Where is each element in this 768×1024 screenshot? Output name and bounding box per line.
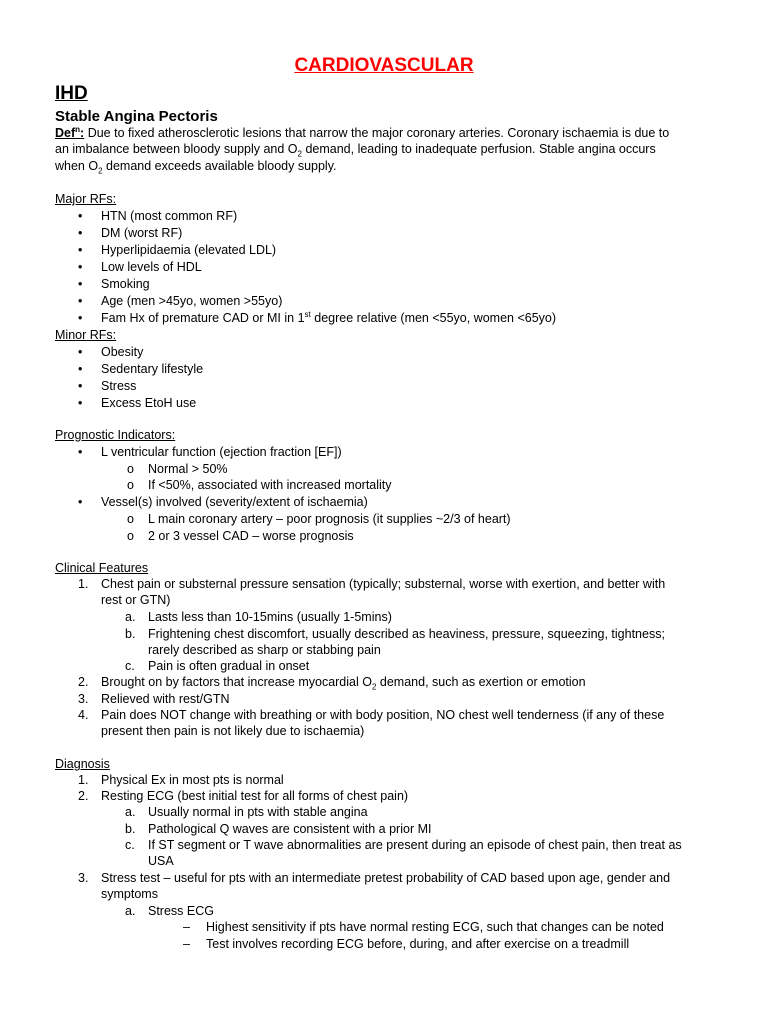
bullet-marker: • xyxy=(78,260,83,274)
number-marker: 1. xyxy=(78,577,89,591)
definition-line: an imbalance between bloody supply and $O_2$ demand, leading to inadequate perfusion. Stable angina occurs xyxy=(55,142,656,159)
major-rfs-heading: Major RFs: xyxy=(55,192,117,206)
letter-marker: b. xyxy=(125,627,136,641)
letter-marker: c. xyxy=(125,659,135,673)
number-marker: 2. xyxy=(78,789,89,803)
definition-line: Def$^n$: Due to fixed atherosclerotic lesions that narrow the major coronary arteries. Coronary ischaemia is due to xyxy=(55,124,670,140)
list-item: Excess EtoH use xyxy=(101,396,197,410)
circle-marker: o xyxy=(127,478,134,492)
number-marker: 3. xyxy=(78,871,89,885)
sub-sub-list-item: Highest sensitivity if pts have normal resting ECG, such that changes can be noted xyxy=(206,920,664,934)
sub-list-item: Lasts less than 10-15mins (usually 1-5mins) xyxy=(148,610,392,624)
bullet-marker: • xyxy=(78,209,83,223)
list-item: HTN (most common RF) xyxy=(101,209,238,223)
list-item: Obesity xyxy=(101,345,144,359)
list-item: Stress xyxy=(101,379,137,393)
bullet-marker: • xyxy=(78,362,83,376)
definition-line: when $O_2$ demand exceeds available bloody supply. xyxy=(55,159,337,176)
bullet-marker: • xyxy=(78,345,83,359)
prognostic-heading: Prognostic Indicators: xyxy=(55,428,176,442)
dash-marker: – xyxy=(183,920,190,934)
bullet-marker: • xyxy=(78,379,83,393)
diagnosis-heading: Diagnosis xyxy=(55,757,110,771)
document-title: CARDIOVASCULAR xyxy=(294,55,474,76)
list-item: Vessel(s) involved (severity/extent of ischaemia) xyxy=(101,495,368,509)
sub-sub-list-item: Test involves recording ECG before, during, and after exercise on a treadmill xyxy=(206,937,630,951)
section-title: IHD xyxy=(55,83,88,104)
bullet-marker: • xyxy=(78,243,83,257)
list-item: Resting ECG (best initial test for all forms of chest pain) xyxy=(101,789,409,803)
letter-marker: a. xyxy=(125,904,136,918)
bullet-marker: • xyxy=(78,311,83,325)
sub-list-item: L main coronary artery – poor prognosis (it supplies ~2/3 of heart) xyxy=(148,512,511,526)
sub-list-item: If <50%, associated with increased mortality xyxy=(148,478,392,492)
list-item: Fam Hx of premature CAD or MI in 1st degree relative (men <55yo, women <65yo) xyxy=(101,309,557,325)
bullet-marker: • xyxy=(78,445,83,459)
letter-marker: b. xyxy=(125,822,136,836)
sub-list-item: 2 or 3 vessel CAD – worse prognosis xyxy=(148,529,354,543)
list-item: DM (worst RF) xyxy=(101,226,183,240)
letter-marker: c. xyxy=(125,838,135,852)
sub-list-item: If ST segment or T wave abnormalities are present during an episode of chest pain, then treat as xyxy=(148,838,682,852)
list-item-continued: symptoms xyxy=(101,887,158,901)
sub-list-item: Stress ECG xyxy=(148,904,214,918)
sub-list-item-continued: rarely described as sharp or stabbing pain xyxy=(148,643,381,657)
bullet-marker: • xyxy=(78,226,83,240)
sub-list-item: Usually normal in pts with stable angina xyxy=(148,805,368,819)
list-item: Sedentary lifestyle xyxy=(101,362,204,376)
list-item: Relieved with rest/GTN xyxy=(101,692,230,706)
clinical-heading: Clinical Features xyxy=(55,561,149,575)
number-marker: 4. xyxy=(78,708,89,722)
bullet-marker: • xyxy=(78,396,83,410)
list-item-continued: present then pain is not likely due to ischaemia) xyxy=(101,724,365,738)
definition-label: Def$^n$: xyxy=(55,124,85,140)
sub-list-item-continued: USA xyxy=(148,854,174,868)
list-item: L ventricular function (ejection fraction [EF]) xyxy=(101,445,342,459)
bullet-marker: • xyxy=(78,277,83,291)
bullet-marker: • xyxy=(78,495,83,509)
list-item: Age (men >45yo, women >55yo) xyxy=(101,294,283,308)
list-item: Chest pain or substernal pressure sensation (typically; substernal, worse with exertion, and better with xyxy=(101,577,666,591)
letter-marker: a. xyxy=(125,805,136,819)
list-item: Smoking xyxy=(101,277,150,291)
subsection-title: Stable Angina Pectoris xyxy=(55,108,218,125)
sub-list-item: Pain is often gradual in onset xyxy=(148,659,310,673)
sub-list-item: Frightening chest discomfort, usually described as heaviness, pressure, squeezing, tightness; xyxy=(148,627,665,641)
circle-marker: o xyxy=(127,462,134,476)
dash-marker: – xyxy=(183,937,190,951)
bullet-marker: • xyxy=(78,294,83,308)
letter-marker: a. xyxy=(125,610,136,624)
number-marker: 1. xyxy=(78,773,89,787)
list-item: Hyperlipidaemia (elevated LDL) xyxy=(101,243,277,257)
list-item: Brought on by factors that increase myocardial $O_2$ demand, such as exertion or emotion xyxy=(101,675,586,692)
list-item-continued: rest or GTN) xyxy=(101,593,171,607)
list-item: Pain does NOT change with breathing or with body position, NO chest well tenderness (if any of these xyxy=(101,708,665,722)
sub-list-item: Pathological Q waves are consistent with a prior MI xyxy=(148,822,432,836)
number-marker: 2. xyxy=(78,675,89,689)
sub-list-item: Normal > 50% xyxy=(148,462,228,476)
list-item: Stress test – useful for pts with an intermediate pretest probability of CAD based upon age, gender and xyxy=(101,871,671,885)
circle-marker: o xyxy=(127,529,134,543)
list-item: Physical Ex in most pts is normal xyxy=(101,773,284,787)
circle-marker: o xyxy=(127,512,134,526)
list-item: Low levels of HDL xyxy=(101,260,202,274)
number-marker: 3. xyxy=(78,692,89,706)
minor-rfs-heading: Minor RFs: xyxy=(55,328,117,342)
